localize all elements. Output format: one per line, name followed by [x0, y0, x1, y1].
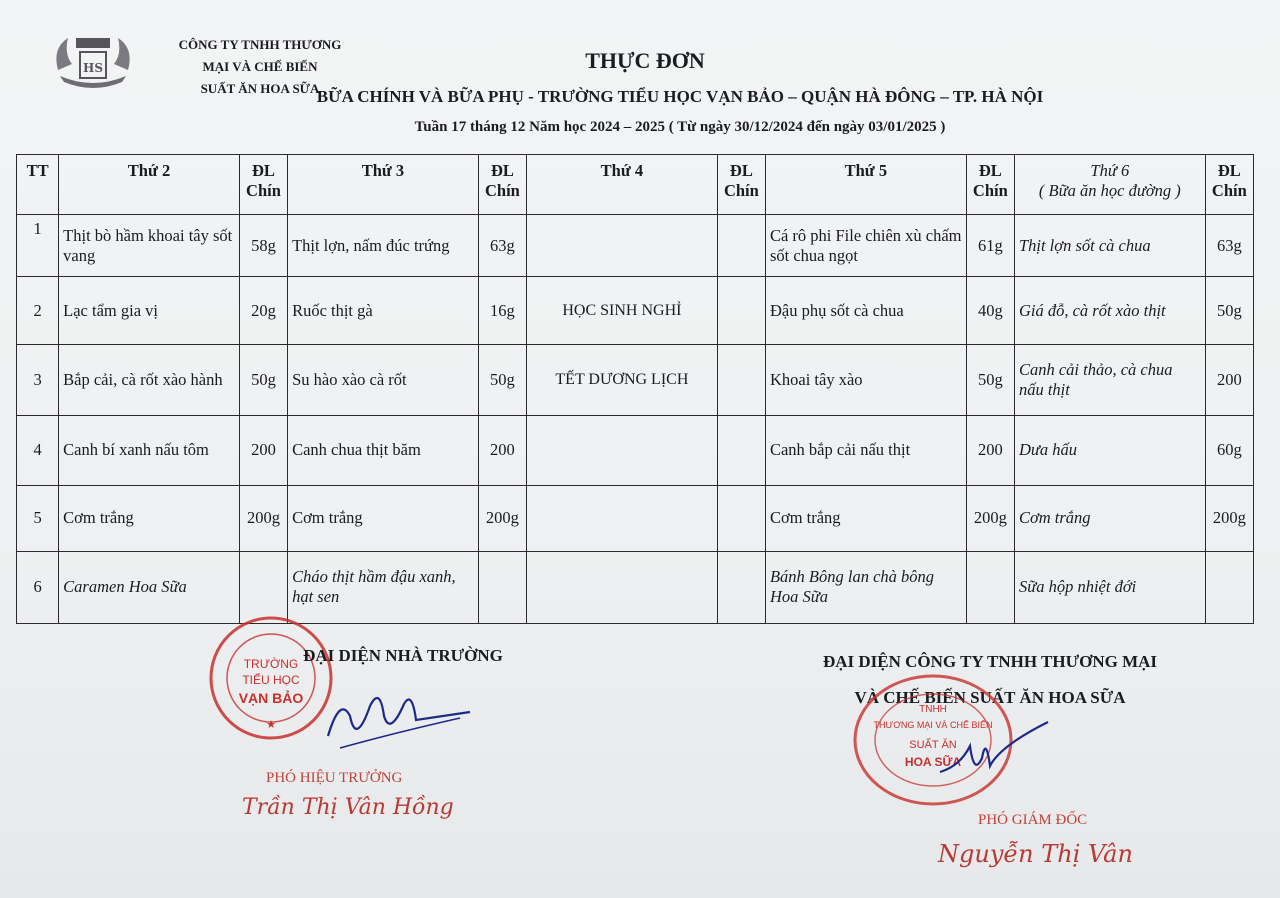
header-qty: ĐL Chín	[239, 155, 287, 215]
mon-dish: Caramen Hoa Sữa	[59, 551, 240, 623]
row-number: 4	[17, 415, 59, 485]
header-tt: TT	[17, 155, 59, 215]
wed-qty	[717, 215, 765, 277]
week-info: Tuần 17 tháng 12 Năm học 2024 – 2025 ( Từ ngày 30/12/2024 đến ngày 03/01/2025 )	[414, 119, 946, 135]
header-thu: Thứ 5	[765, 155, 966, 215]
page-title: THỰC ĐƠN	[585, 48, 705, 73]
wed-dish	[527, 415, 718, 485]
company-signature-heading-1: ĐẠI DIỆN CÔNG TY TNHH THƯƠNG MẠI	[822, 652, 1158, 671]
thu-dish: Cơm trắng	[765, 485, 966, 551]
svg-text:HOA SỮA: HOA SỮA	[904, 755, 962, 769]
fri-qty: 60g	[1205, 415, 1253, 485]
table-row	[17, 345, 1254, 415]
svg-text:★: ★	[266, 719, 276, 731]
mon-qty: 58g	[239, 215, 287, 277]
school-signature-heading: ĐẠI DIỆN NHÀ TRƯỜNG	[303, 646, 503, 665]
table-row	[17, 215, 1254, 277]
tue-dish: Canh chua thịt băm	[288, 415, 479, 485]
table-row	[17, 551, 1254, 623]
fri-qty	[1205, 551, 1253, 623]
holiday-note: TẾT DƯƠNG LỊCH	[527, 345, 718, 415]
thu-qty: 40g	[966, 277, 1014, 345]
tue-qty: 200g	[478, 485, 526, 551]
row-number: 1	[17, 215, 59, 277]
wed-qty	[717, 345, 765, 415]
mon-qty: 200g	[239, 485, 287, 551]
mon-dish: Lạc tẩm gia vị	[59, 277, 240, 345]
table-header-row	[17, 155, 1254, 215]
fri-qty: 200g	[1205, 485, 1253, 551]
tue-dish: Cơm trắng	[288, 485, 479, 551]
company-signature-heading-2: VÀ CHẾ BIẾN SUẤT ĂN HOA SỮA	[854, 688, 1126, 707]
thu-dish: Cá rô phi File chiên xù chấm sốt chua ngọt	[765, 215, 966, 277]
school-signer-name: Trần Thị Vân Hồng	[242, 795, 454, 820]
tue-qty: 200	[478, 415, 526, 485]
company-role: PHÓ GIÁM ĐỐC	[978, 812, 1088, 828]
school-role: PHÓ HIỆU TRƯỞNG	[266, 770, 403, 786]
row-number: 2	[17, 277, 59, 345]
row-number: 3	[17, 345, 59, 415]
svg-text:TNHH: TNHH	[919, 704, 947, 715]
thu-qty: 50g	[966, 345, 1014, 415]
thu-dish: Khoai tây xào	[765, 345, 966, 415]
thu-dish: Canh bắp cải nấu thịt	[765, 415, 966, 485]
fri-dish: Sữa hộp nhiệt đới	[1014, 551, 1205, 623]
thu-dish: Bánh Bông lan chà bông Hoa Sữa	[765, 551, 966, 623]
wed-qty	[717, 415, 765, 485]
company-line-2: MẠI VÀ CHẾ BIẾN	[202, 59, 318, 74]
svg-text:SUẤT ĂN: SUẤT ĂN	[909, 739, 957, 751]
wed-dish	[527, 215, 718, 277]
row-number: 6	[17, 551, 59, 623]
header-mon: Thứ 2	[59, 155, 240, 215]
tue-dish: Su hào xào cà rốt	[288, 345, 479, 415]
mon-dish: Thịt bò hầm khoai tây sốt vang	[59, 215, 240, 277]
thu-qty: 200	[966, 415, 1014, 485]
svg-text:TIỂU HỌC: TIỂU HỌC	[242, 673, 300, 687]
thu-qty: 61g	[966, 215, 1014, 277]
tue-dish: Ruốc thịt gà	[288, 277, 479, 345]
mon-dish: Cơm trắng	[59, 485, 240, 551]
thu-dish: Đậu phụ sốt cà chua	[765, 277, 966, 345]
header-qty: ĐL Chín	[717, 155, 765, 215]
wed-dish	[527, 551, 718, 623]
holiday-note: HỌC SINH NGHỈ	[527, 277, 718, 345]
tue-qty: 16g	[478, 277, 526, 345]
mon-qty: 20g	[239, 277, 287, 345]
school-signature-icon	[300, 676, 480, 756]
wed-dish	[527, 485, 718, 551]
header-tue: Thứ 3	[288, 155, 479, 215]
table-row	[17, 277, 1254, 345]
fri-qty: 50g	[1205, 277, 1253, 345]
thu-qty: 200g	[966, 485, 1014, 551]
fri-dish: Canh cải thảo, cà chua nấu thịt	[1014, 345, 1205, 415]
mon-dish: Canh bí xanh nấu tôm	[59, 415, 240, 485]
fri-qty: 200	[1205, 345, 1253, 415]
svg-text:TRƯỜNG: TRƯỜNG	[243, 657, 299, 671]
header-qty: ĐL Chín	[1205, 155, 1253, 215]
menu-table	[16, 154, 1254, 624]
company-logo-icon	[50, 30, 136, 94]
mon-qty: 50g	[239, 345, 287, 415]
company-signature-icon	[930, 706, 1060, 786]
svg-text:THƯƠNG MẠI VÀ CHẾ BIẾN: THƯƠNG MẠI VÀ CHẾ BIẾN	[873, 720, 993, 730]
mon-qty: 200	[239, 415, 287, 485]
table-row	[17, 415, 1254, 485]
tue-qty	[478, 551, 526, 623]
row-number: 5	[17, 485, 59, 551]
fri-dish: Dưa hấu	[1014, 415, 1205, 485]
thu-qty	[966, 551, 1014, 623]
fri-qty: 63g	[1205, 215, 1253, 277]
header-qty: ĐL Chín	[966, 155, 1014, 215]
fri-dish: Thịt lợn sốt cà chua	[1014, 215, 1205, 277]
company-line-3: SUẤT ĂN HOA SỮA	[200, 81, 320, 96]
svg-text:HS: HS	[82, 61, 104, 75]
tue-dish: Thịt lợn, nấm đúc trứng	[288, 215, 479, 277]
fri-dish: Cơm trắng	[1014, 485, 1205, 551]
mon-dish: Bắp cải, cà rốt xào hành	[59, 345, 240, 415]
wed-qty	[717, 277, 765, 345]
header-qty: ĐL Chín	[478, 155, 526, 215]
svg-text:VẠN BẢO: VẠN BẢO	[238, 690, 304, 706]
header-wed: Thứ 4	[527, 155, 718, 215]
tue-qty: 63g	[478, 215, 526, 277]
page-subtitle: BỮA CHÍNH VÀ BỮA PHỤ - TRƯỜNG TIỂU HỌC VẠN BẢO – QUẬN HÀ ĐÔNG – TP. HÀ NỘI	[316, 87, 1044, 106]
tue-dish: Cháo thịt hầm đậu xanh, hạt sen	[288, 551, 479, 623]
tue-qty: 50g	[478, 345, 526, 415]
header-fri: Thứ 6 ( Bữa ăn học đường )	[1014, 155, 1205, 215]
table-row	[17, 485, 1254, 551]
company-signer-name: Nguyễn Thị Vân	[938, 840, 1133, 868]
wed-qty	[717, 485, 765, 551]
fri-dish: Giá đỗ, cà rốt xào thịt	[1014, 277, 1205, 345]
wed-qty	[717, 551, 765, 623]
company-line-1: CÔNG TY TNHH THƯƠNG	[178, 37, 342, 52]
